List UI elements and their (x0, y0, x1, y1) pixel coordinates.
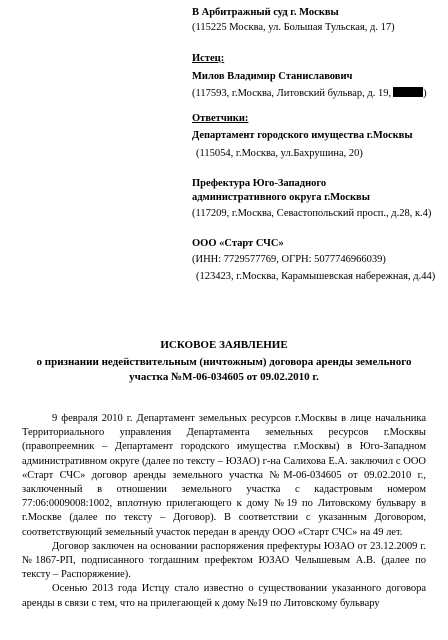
defendant-1-name: Департамент городского имущества г.Москвы (192, 130, 413, 141)
claim-title: ИСКОВОЕ ЗАЯВЛЕНИЕ (160, 339, 288, 351)
paragraph-3: Осенью 2013 года Истцу стало известно о существовании указанного договора аренды в связи с тем, что на прилегающей к дому №19 по Литовскому бульвару (22, 583, 426, 609)
defendant-3-address: (123423, г.Москва, Карамышевская набережная, д.44) (196, 271, 436, 282)
plaintiff-address-text: (117593, г.Москва, Литовский бульвар, д. 19, (192, 88, 392, 99)
claim-subtitle-line1: о признании недействительным (ничтожным) договора аренды земельного (36, 356, 412, 368)
plaintiff-address (192, 87, 448, 101)
claim-subtitle-line2: участка №М-06-034605 от 09.02.2010 г. (129, 371, 319, 383)
plaintiff-label: Истец: (192, 53, 225, 64)
claim-body (22, 412, 426, 611)
defendant-1-address: (115054, г.Москва, ул.Бахрушина, 20) (196, 148, 363, 159)
defendant-3-name: ООО «Старт СЧС» (192, 238, 284, 249)
court-address: (115225 Москва, ул. Большая Тульская, д. 17) (192, 22, 395, 33)
defendant-2-name-line2: административного округа г.Москвы (192, 192, 370, 203)
defendants-label: Ответчики: (192, 113, 249, 124)
redaction-box (393, 87, 423, 97)
plaintiff-name: Милов Владимир Станиславович (192, 71, 353, 82)
paragraph-2: Договор заключен на основании распоряжения префектуры ЮЗАО от 23.12.2009 г. №1867-РП, подписанного тогдашним префектом ЮЗАО Челышевым А.В. (далее по тексту – Распоряжение). (22, 540, 426, 581)
defendant-3-ids: (ИНН: 7729577769, ОГРН: 5077746966039) (192, 254, 386, 265)
court-title: В Арбитражный суд г. Москвы (192, 7, 339, 18)
defendant-2-address: (117209, г.Москва, Севастопольский просп., д.28, к.4) (192, 208, 432, 219)
defendant-2-name-line1: Префектура Юго-Западного (192, 178, 327, 189)
plaintiff-address-end: ) (423, 88, 427, 99)
paragraph-1: 9 февраля 2010 г. Департамент земельных ресурсов г.Москвы в лице начальника Территориального управления Департамента земельных ресурсов г.Москвы (правопреемник – Департамент городского имущества г.Москвы) в Юго-Западном административном округе (далее по тексту – ЮЗАО) г-на Салихова Е.А. заключил с ООО «Старт СЧС» договор аренды земельного участка №М-06-034605 от 09.02.2010 г., заключенный в отношении земельного участка с кадастровым номером 77:06:0009008:1002, вплотную прилегающего к дому №19 по Литовскому бульвару в г.Москве (далее по тексту – Договор). В соответствии с указанным Договором, соответствующий земельный участок передан в аренду ООО «Старт СЧС» на 49 лет. (22, 413, 426, 538)
